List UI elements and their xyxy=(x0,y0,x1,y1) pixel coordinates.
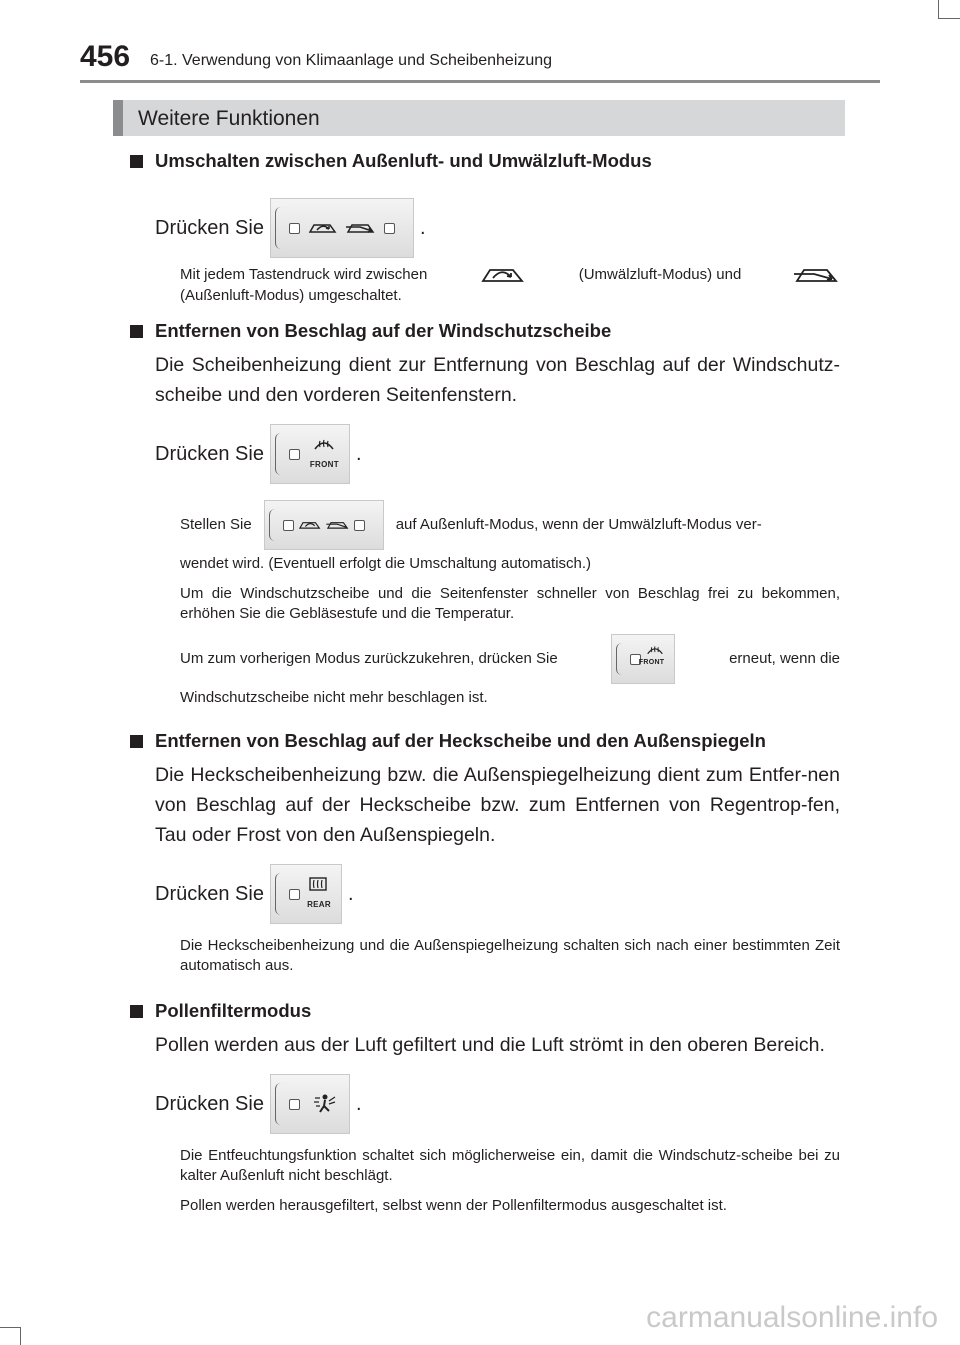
rear-label: REAR xyxy=(307,900,331,909)
crop-mark-bottom-left-v xyxy=(20,1327,21,1345)
press-suffix: . xyxy=(355,442,362,465)
press-line xyxy=(155,1074,840,1134)
heading-text: Pollenfiltermodus xyxy=(155,1000,312,1021)
led-indicator xyxy=(289,449,300,460)
press-prefix: Drücken Sie xyxy=(155,882,264,905)
air-intake-button[interactable] xyxy=(270,198,414,258)
front-label: FRONT xyxy=(638,659,665,666)
car-outside-air-icon xyxy=(326,518,350,532)
heading-rear xyxy=(130,730,840,752)
air-intake-button-small[interactable] xyxy=(264,500,384,550)
button-bracket xyxy=(269,509,276,541)
section-rear-defog xyxy=(130,730,840,976)
note-fan-temp: Um die Windschutzscheibe und die Seitenfenster schneller von Beschlag frei zu bekommen, erhöhen Sie die Gebläsestufe und die Temperatur. xyxy=(180,585,840,622)
button-bracket xyxy=(275,433,282,475)
led-indicator xyxy=(283,520,294,531)
pollen-paragraph: Pollen werden aus der Luft gefiltert und die Luft strömt in den oberen Bereich. xyxy=(155,1034,825,1056)
press-line xyxy=(155,424,840,484)
button-bracket xyxy=(275,873,282,915)
note-outside-air xyxy=(180,500,840,574)
watermark: carmanualsonline.info xyxy=(646,1301,938,1334)
page-number: 456 xyxy=(80,40,131,73)
rear-paragraph: Die Heckscheibenheizung bzw. die Außenspiegelheizung dient zum Entfer-nen von Beschlag auf der Heckscheibe bzw. zum Entfernen von Regentrop-fen, Tau oder Frost von den Außenspiegeln. xyxy=(155,764,840,846)
bullet-square xyxy=(130,1005,143,1018)
section-recirculation xyxy=(130,150,840,306)
section-windshield-defog xyxy=(130,320,840,708)
section-title: Weitere Funktionen xyxy=(138,107,320,130)
chapter-title: 6-1. Verwendung von Klimaanlage und Scheibenheizung xyxy=(150,52,553,69)
note-part-b: (Umwälzluft-Modus) und xyxy=(578,266,742,283)
note1-part-b: auf Außenluft-Modus, wenn der Umwälzluft-Modus ver- xyxy=(395,516,762,533)
rear-defroster-button[interactable] xyxy=(270,864,342,924)
heading-recirculation xyxy=(130,150,840,172)
note-part-a: Mit jedem Tastendruck wird zwischen xyxy=(180,266,428,283)
note1-part-a: Stellen Sie xyxy=(180,516,252,533)
heading-text: Umschalten zwischen Außenluft- und Umwälzluft-Modus xyxy=(155,150,652,171)
button-bracket xyxy=(275,207,282,249)
note-mode-toggle xyxy=(180,264,840,306)
note-dehumidify: Die Entfeuchtungsfunktion schaltet sich möglicherweise ein, damit die Windschutz-scheibe bei zu kalter Außenluft nicht beschlägt. xyxy=(180,1147,840,1184)
press-suffix: . xyxy=(419,216,426,239)
note-pollen-always: Pollen werden herausgefiltert, selbst wenn der Pollenfiltermodus ausgeschaltet ist. xyxy=(180,1197,727,1214)
front-defroster-button[interactable] xyxy=(270,424,350,484)
led-indicator xyxy=(289,1099,300,1110)
press-prefix: Drücken Sie xyxy=(155,1092,264,1115)
car-outside-air-icon xyxy=(794,264,840,286)
front-defroster-button-small[interactable] xyxy=(611,634,675,684)
note-rear-auto-off: Die Heckscheibenheizung und die Außenspiegelheizung schalten sich nach einer bestimmten Zeit automatisch aus. xyxy=(180,937,840,974)
led-indicator-right xyxy=(354,520,365,531)
press-prefix: Drücken Sie xyxy=(155,216,264,239)
car-recirculation-icon xyxy=(308,219,338,237)
bullet-square xyxy=(130,155,143,168)
note1-part-c: wendet wird. (Eventuell erfolgt die Umschaltung automatisch.) xyxy=(180,555,592,572)
pollen-filter-icon xyxy=(313,1093,337,1115)
crop-mark-top-right-h xyxy=(938,18,960,19)
front-label: FRONT xyxy=(309,460,339,469)
heading-windshield xyxy=(130,320,840,342)
note-part-c: (Außenluft-Modus) umgeschaltet. xyxy=(180,287,402,304)
crop-mark-bottom-left-h xyxy=(0,1327,20,1328)
bullet-square xyxy=(130,735,143,748)
press-suffix: . xyxy=(355,1092,362,1115)
note3-part-b: erneut, wenn die xyxy=(729,650,840,667)
front-defroster-icon xyxy=(313,437,335,453)
button-bracket xyxy=(616,643,623,675)
windshield-paragraph: Die Scheibenheizung dient zur Entfernung von Beschlag auf der Windschutz-scheibe und den vorderen Seitenfenstern. xyxy=(155,354,840,406)
note-return-mode xyxy=(180,634,840,708)
crop-mark-top-right-v xyxy=(938,0,939,18)
led-indicator xyxy=(289,889,300,900)
car-outside-air-icon xyxy=(346,219,376,237)
rear-defroster-icon xyxy=(309,877,327,891)
note3-part-c: Windschutzscheibe nicht mehr beschlagen ist. xyxy=(180,689,488,706)
heading-text: Entfernen von Beschlag auf der Heckscheibe und den Außenspiegeln xyxy=(155,730,766,751)
button-bracket xyxy=(275,1083,282,1125)
pollen-filter-button[interactable] xyxy=(270,1074,350,1134)
car-recirculation-icon xyxy=(298,518,322,532)
press-suffix: . xyxy=(347,882,354,905)
press-line xyxy=(155,864,840,924)
press-prefix: Drücken Sie xyxy=(155,442,264,465)
note3-part-a: Um zum vorherigen Modus zurückzukehren, drücken Sie xyxy=(180,650,558,667)
car-recirculation-icon xyxy=(480,264,526,286)
led-indicator xyxy=(289,223,300,234)
heading-pollen xyxy=(130,1000,840,1022)
heading-text: Entfernen von Beschlag auf der Windschutzscheibe xyxy=(155,320,612,341)
led-indicator-right xyxy=(384,223,395,234)
bullet-square xyxy=(130,325,143,338)
press-line xyxy=(155,198,840,258)
header-rule xyxy=(80,80,880,83)
section-pollen-filter xyxy=(130,1000,840,1216)
section-bar xyxy=(113,100,845,136)
